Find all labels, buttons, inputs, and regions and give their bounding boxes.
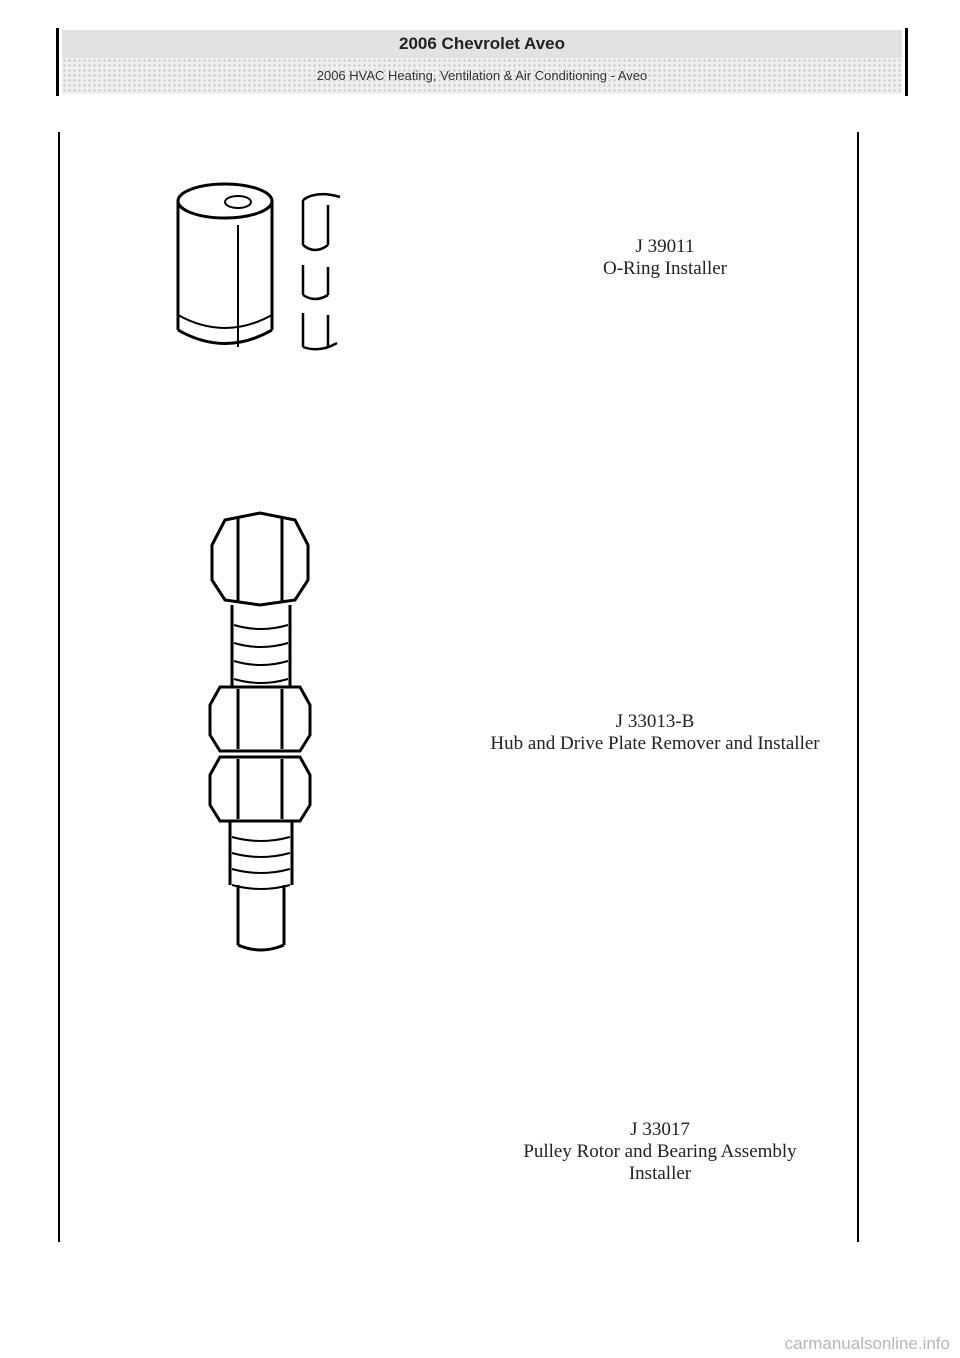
tool-2-caption <box>455 711 855 755</box>
tool-1-number: J 39011 <box>635 236 695 257</box>
tool-2-name: Hub and Drive Plate Remover and Installer <box>490 733 820 754</box>
header-right-rule <box>905 28 908 96</box>
frame-right-rule <box>857 132 859 1242</box>
header-left-rule <box>56 28 59 96</box>
o-ring-installer-illustration <box>165 175 355 360</box>
hub-drive-plate-tool-illustration <box>200 505 320 955</box>
tool-2-number: J 33013-B <box>615 711 695 732</box>
frame-left-rule <box>58 132 60 1242</box>
tool-1-name: O-Ring Installer <box>602 258 727 279</box>
tool-3-caption <box>480 1119 840 1185</box>
tool-3-number: J 33017 <box>630 1119 690 1140</box>
tool-3-name-line2: Installer <box>628 1163 692 1184</box>
tool-3-name: Pulley Rotor and Bearing Assembly <box>523 1141 797 1162</box>
watermark-text: carmanualsonline.info <box>784 1334 950 1353</box>
vehicle-title: 2006 Chevrolet Aveo <box>62 30 902 59</box>
section-subtitle: 2006 HVAC Heating, Ventilation & Air Conditioning - Aveo <box>62 58 902 94</box>
tool-1-caption <box>520 236 810 280</box>
